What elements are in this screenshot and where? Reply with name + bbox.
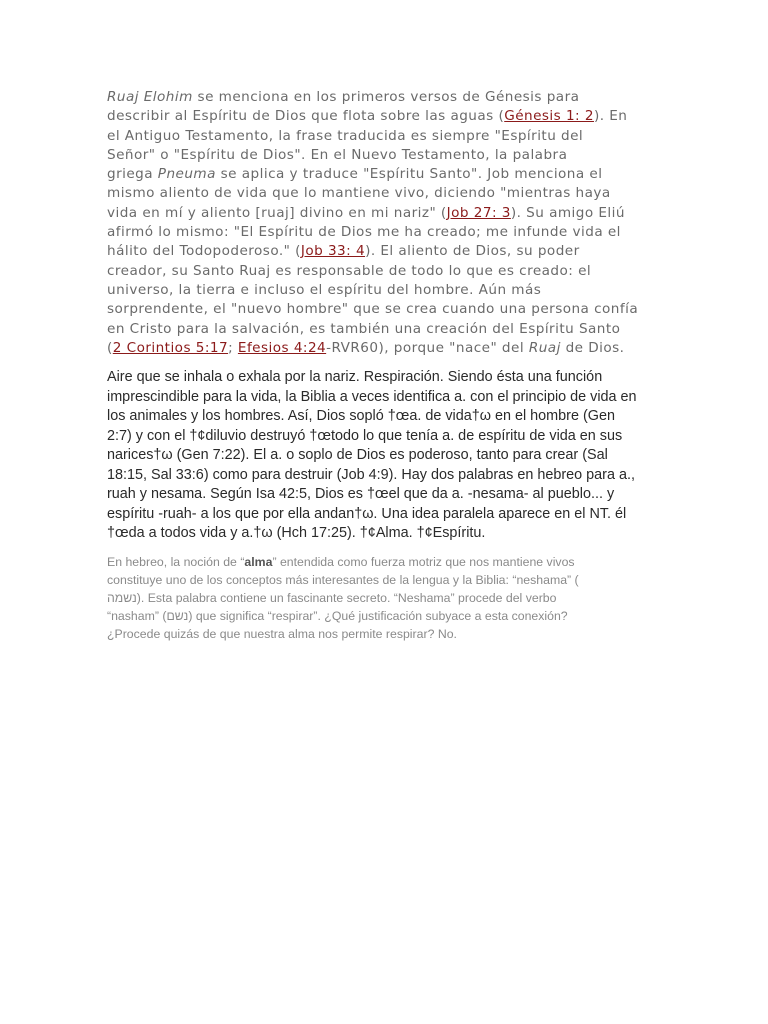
text-line: [107, 242, 667, 261]
text-line: en Cristo para la salvación, es también una creación del Espíritu Santo: [107, 320, 621, 337]
text-run: ” entendida como fuerza motriz que nos mantiene vivos: [272, 554, 575, 569]
text-line: ruah y nesama. Según Isa 42:5, Dios es †œel que da a. -nesama- al pueblo... y: [107, 486, 615, 503]
link-job-33-4[interactable]: Job 33: 4: [300, 243, 366, 260]
link-2-corintios-5-17[interactable]: 2 Corintios 5:17: [112, 339, 229, 356]
text-line: mismo aliento de vida que lo mantiene vivo, diciendo "mientras haya: [107, 185, 611, 202]
term-alma: alma: [244, 554, 273, 569]
text-line: los animales y los hombres. Así, Dios sopló †œa. de vida†ω en el hombre (Gen: [107, 408, 615, 425]
text-line: [107, 165, 667, 184]
text-run: ). El aliento de Dios, su poder: [365, 243, 580, 260]
text-line: afirmó lo mismo: "El Espíritu de Dios me ha creado; me infunde vida el: [107, 224, 621, 241]
text-line: †œda a todos vida y a.†ω (Hch 17:25). †¢Alma. †¢Espíritu.: [107, 525, 486, 542]
text-line: [107, 204, 667, 223]
text-line: Señor" o "Espíritu de Dios". En el Nuevo Testamento, la palabra: [107, 146, 568, 163]
text-line: [107, 553, 667, 571]
document-page: [107, 88, 667, 643]
text-run: (: [107, 339, 113, 356]
text-line: espíritu -ruah- a los que por ella andan†ω. Una idea paralela aparece en el NT. él: [107, 505, 627, 522]
text-line: creador, su Santo Ruaj es responsable de todo lo que es creado: el: [107, 262, 592, 279]
text-line: 2:7) y con el †¢diluvio destruyó †œtodo lo que tenía a. de espíritu de vida en sus: [107, 427, 623, 444]
text-run: -RVR60), porque "nace" del: [326, 339, 529, 356]
text-run: griega: [107, 166, 158, 183]
text-line: Aire que se inhala o exhala por la nariz. Respiración. Siendo ésta una función: [107, 369, 603, 386]
link-efesios-4-24[interactable]: Efesios 4:24: [237, 339, 327, 356]
text-line: [107, 107, 667, 126]
text-run: hálito del Todopoderoso." (: [107, 243, 301, 260]
text-run: se menciona en los primeros versos de Génesis para: [192, 89, 580, 105]
text-run: se aplica y traduce "Espíritu Santo". Job menciona el: [215, 166, 603, 183]
paragraph-aire-definition: [107, 368, 667, 544]
text-run: describir al Espíritu de Dios que flota sobre las aguas (: [107, 108, 505, 125]
text-line: el Antiguo Testamento, la frase traducida es siempre "Espíritu del: [107, 127, 584, 144]
text-run: ). En: [593, 108, 628, 125]
term-pneuma: Pneuma: [157, 166, 216, 183]
text-line: ¿Procede quizás de que nuestra alma nos permite respirar? No.: [107, 626, 457, 641]
text-line: sorprendente, el "nuevo hombre" que se crea cuando una persona confía: [107, 301, 639, 318]
text-line: נשמה). Esta palabra contiene un fascinante secreto. “Neshama” procede del verbo: [107, 590, 557, 605]
term-ruaj: Ruaj: [528, 339, 561, 356]
text-line: imprescindible para la vida, la Biblia a veces identifica a. con el principio de vida en: [107, 388, 637, 405]
link-genesis-1-2[interactable]: Génesis 1: 2: [504, 108, 594, 125]
term-ruaj-elohim: Ruaj Elohim: [107, 89, 193, 105]
text-run: vida en mí y aliento [ruaj] divino en mi nariz" (: [107, 204, 447, 221]
text-line: 18:15, Sal 33:6) como para destruir (Job 4:9). Hay dos palabras en hebreo para a.,: [107, 466, 635, 483]
paragraph-neshama: [107, 553, 667, 643]
text-line: universo, la tierra e incluso el espíritu del hombre. Aún más: [107, 281, 542, 298]
text-run: En hebreo, la noción de “: [107, 554, 245, 569]
text-run: ). Su amigo Eliú: [510, 204, 625, 221]
text-run: de Dios.: [560, 339, 625, 356]
link-job-27-3[interactable]: Job 27: 3: [446, 204, 511, 221]
text-line: [107, 339, 667, 358]
text-line: “nasham” (נשם) que significa “respirar”. ¿Qué justificación subyace a esta conexión?: [107, 608, 568, 623]
text-line: [107, 88, 667, 107]
text-line: narices†ω (Gen 7:22). El a. o soplo de Dios es poderoso, tanto para crear (Sal: [107, 447, 608, 464]
paragraph-ruaj-elohim: [107, 88, 667, 358]
text-run: ;: [228, 339, 238, 356]
text-line: constituye uno de los conceptos más interesantes de la lengua y la Biblia: “neshama” (: [107, 572, 579, 587]
